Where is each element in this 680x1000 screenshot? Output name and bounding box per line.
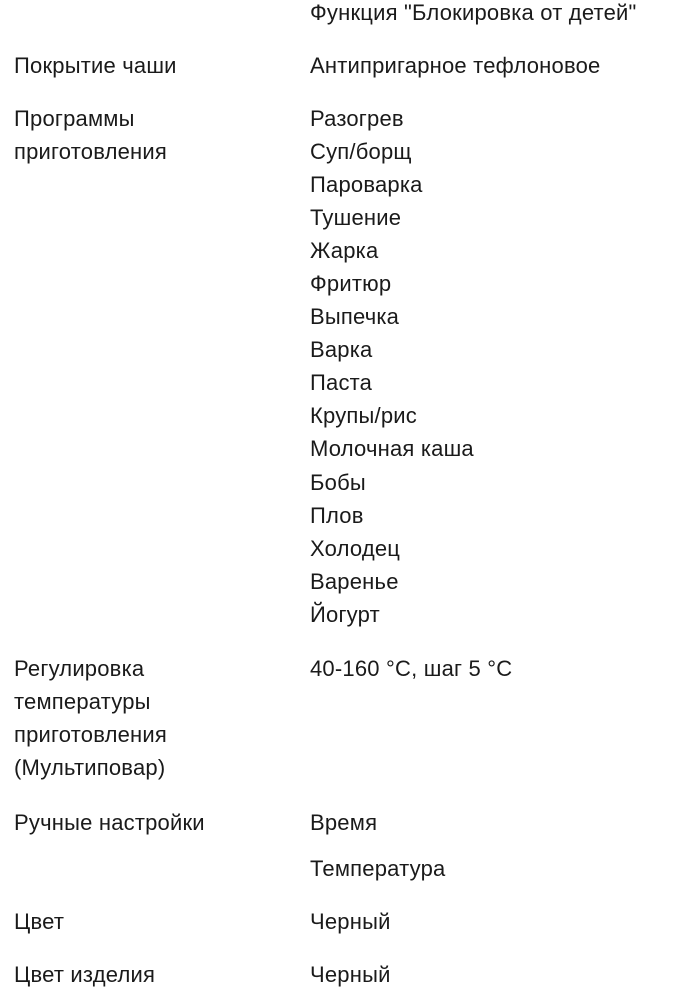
program-item: Плов <box>310 503 364 528</box>
spec-value-coating: Антипригарное тефлоновое <box>310 53 601 78</box>
spec-value-temperature: 40-160 °С, шаг 5 °С <box>310 656 513 681</box>
spec-value-product-color: Черный <box>310 962 391 987</box>
program-item: Бобы <box>310 470 366 495</box>
program-item: Крупы/рис <box>310 403 417 428</box>
spec-label-temperature-line-2: температуры <box>14 689 151 714</box>
program-item: Фритюр <box>310 271 392 296</box>
program-item: Пароварка <box>310 172 423 197</box>
program-item: Варенье <box>310 569 399 594</box>
spec-label-temperature-line-4: (Мультиповар) <box>14 755 166 780</box>
program-item: Молочная каша <box>310 436 474 461</box>
program-item: Паста <box>310 370 373 395</box>
spec-label-coating: Покрытие чаши <box>14 53 177 78</box>
program-item: Разогрев <box>310 106 404 131</box>
program-item: Тушение <box>310 205 402 230</box>
program-item: Жарка <box>310 238 379 263</box>
manual-setting-item: Температура <box>310 856 446 881</box>
child-lock-value: Функция "Блокировка от детей" <box>310 0 637 25</box>
program-item: Холодец <box>310 536 401 561</box>
spec-label-programs-line-1: Программы <box>14 106 135 131</box>
spec-label-temperature-line-1: Регулировка <box>14 656 145 681</box>
program-item: Суп/борщ <box>310 139 412 164</box>
spec-label-color: Цвет <box>14 909 65 934</box>
spec-label-temperature-line-3: приготовления <box>14 722 168 747</box>
spec-value-color: Черный <box>310 909 391 934</box>
manual-setting-item: Время <box>310 810 378 835</box>
program-item: Йогурт <box>310 602 380 627</box>
spec-label-manual-settings: Ручные настройки <box>14 810 205 835</box>
program-item: Выпечка <box>310 304 400 329</box>
spec-label-product-color: Цвет изделия <box>14 962 156 987</box>
spec-label-programs-line-2: приготовления <box>14 139 168 164</box>
program-item: Варка <box>310 337 373 362</box>
